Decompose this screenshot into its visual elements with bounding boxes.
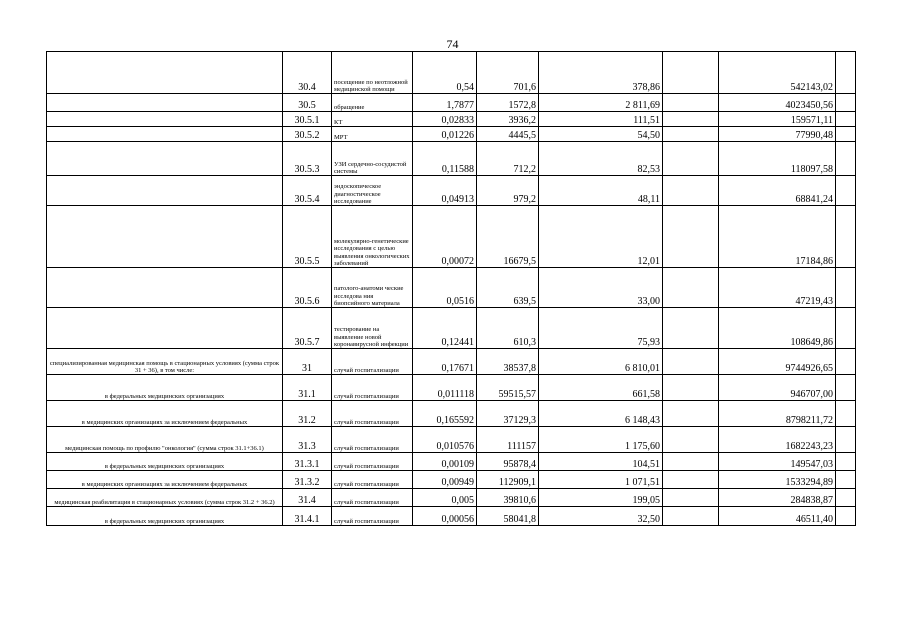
row-code-cell: 30.5.4 (283, 176, 332, 206)
norm-value-cell: 0,0516 (413, 268, 477, 308)
table-row (47, 453, 856, 471)
row-code-cell: 31.3 (283, 427, 332, 453)
per-capita-cell: 82,53 (539, 142, 663, 176)
empty-cell (836, 112, 856, 127)
empty-cell (663, 142, 719, 176)
table-row (47, 142, 856, 176)
row-description-cell: в федеральных медицинских организациях (47, 453, 283, 471)
norm-value-cell: 0,005 (413, 489, 477, 507)
table-row (47, 176, 856, 206)
total-value-cell: 8798211,72 (719, 401, 836, 427)
unit-of-measure-cell: случай госпитализации (332, 507, 413, 526)
unit-cost-cell: 712,2 (477, 142, 539, 176)
empty-cell (836, 489, 856, 507)
empty-cell (663, 471, 719, 489)
unit-of-measure-cell: КТ (332, 112, 413, 127)
row-code-cell: 31.3.2 (283, 471, 332, 489)
norm-value-cell: 0,54 (413, 52, 477, 94)
empty-cell (663, 112, 719, 127)
unit-of-measure-cell: МРТ (332, 127, 413, 142)
per-capita-cell: 1 071,51 (539, 471, 663, 489)
row-code-cell: 30.5 (283, 94, 332, 112)
empty-cell (663, 268, 719, 308)
empty-cell (663, 375, 719, 401)
unit-cost-cell: 1572,8 (477, 94, 539, 112)
page-number: 74 (446, 37, 459, 51)
per-capita-cell: 6 810,01 (539, 349, 663, 375)
empty-cell (836, 52, 856, 94)
unit-of-measure-cell: случай госпитализации (332, 471, 413, 489)
unit-cost-cell: 59515,57 (477, 375, 539, 401)
per-capita-cell: 75,93 (539, 308, 663, 349)
unit-of-measure-cell: случай госпитализации (332, 375, 413, 401)
per-capita-cell: 32,50 (539, 507, 663, 526)
empty-cell (663, 94, 719, 112)
row-description-cell (47, 206, 283, 268)
row-code-cell: 30.4 (283, 52, 332, 94)
per-capita-cell: 661,58 (539, 375, 663, 401)
per-capita-cell: 111,51 (539, 112, 663, 127)
empty-cell (836, 375, 856, 401)
row-description-cell (47, 112, 283, 127)
empty-cell (663, 176, 719, 206)
per-capita-cell: 199,05 (539, 489, 663, 507)
unit-of-measure-cell: молекулярно-генетические исследования с целью выявления онкологических заболеваний (332, 206, 413, 268)
unit-cost-cell: 610,3 (477, 308, 539, 349)
unit-cost-cell: 37129,3 (477, 401, 539, 427)
empty-cell (663, 127, 719, 142)
total-value-cell: 68841,24 (719, 176, 836, 206)
unit-of-measure-cell: УЗИ сердечно-сосудистой системы (332, 142, 413, 176)
per-capita-cell: 1 175,60 (539, 427, 663, 453)
empty-cell (836, 349, 856, 375)
norm-value-cell: 0,12441 (413, 308, 477, 349)
row-description-cell: в федеральных медицинских организациях (47, 375, 283, 401)
table-row (47, 112, 856, 127)
row-code-cell: 30.5.1 (283, 112, 332, 127)
unit-cost-cell: 111157 (477, 427, 539, 453)
unit-of-measure-cell: посещение по неотложной медицинской помощи (332, 52, 413, 94)
row-code-cell: 30.5.2 (283, 127, 332, 142)
table-row (47, 127, 856, 142)
empty-cell (663, 401, 719, 427)
per-capita-cell: 12,01 (539, 206, 663, 268)
row-description-cell (47, 142, 283, 176)
norm-value-cell: 0,00056 (413, 507, 477, 526)
row-code-cell: 31.4.1 (283, 507, 332, 526)
total-value-cell: 4023450,56 (719, 94, 836, 112)
table-body (47, 52, 856, 526)
row-code-cell: 31.4 (283, 489, 332, 507)
empty-cell (836, 453, 856, 471)
unit-cost-cell: 16679,5 (477, 206, 539, 268)
norm-value-cell: 1,7877 (413, 94, 477, 112)
norm-value-cell: 0,17671 (413, 349, 477, 375)
empty-cell (836, 94, 856, 112)
unit-of-measure-cell: эндоскопическое диагностическое исследование (332, 176, 413, 206)
unit-cost-cell: 58041,8 (477, 507, 539, 526)
unit-of-measure-cell: случай госпитализации (332, 453, 413, 471)
unit-cost-cell: 639,5 (477, 268, 539, 308)
table-row (47, 206, 856, 268)
unit-of-measure-cell: обращение (332, 94, 413, 112)
total-value-cell: 149547,03 (719, 453, 836, 471)
row-description-cell: в федеральных медицинских организациях (47, 507, 283, 526)
row-code-cell: 30.5.3 (283, 142, 332, 176)
norm-value-cell: 0,04913 (413, 176, 477, 206)
table-row (47, 308, 856, 349)
row-code-cell: 31.3.1 (283, 453, 332, 471)
norm-value-cell: 0,00949 (413, 471, 477, 489)
row-code-cell: 30.5.5 (283, 206, 332, 268)
empty-cell (836, 401, 856, 427)
per-capita-cell: 54,50 (539, 127, 663, 142)
row-description-cell: в медицинских организациях за исключением федеральных (47, 401, 283, 427)
total-value-cell: 1533294,89 (719, 471, 836, 489)
empty-cell (663, 489, 719, 507)
row-description-cell: медицинская реабилитация в стационарных условиях (сумма строк 31.2 + 36.2) (47, 489, 283, 507)
per-capita-cell: 2 811,69 (539, 94, 663, 112)
empty-cell (663, 427, 719, 453)
row-code-cell: 31 (283, 349, 332, 375)
row-description-cell (47, 52, 283, 94)
per-capita-cell: 6 148,43 (539, 401, 663, 427)
table-row (47, 471, 856, 489)
total-value-cell: 46511,40 (719, 507, 836, 526)
unit-cost-cell: 38537,8 (477, 349, 539, 375)
total-value-cell: 47219,43 (719, 268, 836, 308)
total-value-cell: 118097,58 (719, 142, 836, 176)
unit-of-measure-cell: случай госпитализации (332, 427, 413, 453)
row-description-cell (47, 127, 283, 142)
norm-value-cell: 0,01226 (413, 127, 477, 142)
empty-cell (663, 453, 719, 471)
table-row (47, 94, 856, 112)
empty-cell (836, 127, 856, 142)
per-capita-cell: 48,11 (539, 176, 663, 206)
table-row (47, 52, 856, 94)
table-row (47, 349, 856, 375)
table-row (47, 375, 856, 401)
empty-cell (836, 142, 856, 176)
total-value-cell: 284838,87 (719, 489, 836, 507)
total-value-cell: 17184,86 (719, 206, 836, 268)
row-description-cell (47, 268, 283, 308)
per-capita-cell: 378,86 (539, 52, 663, 94)
row-code-cell: 30.5.7 (283, 308, 332, 349)
empty-cell (836, 176, 856, 206)
norm-value-cell: 0,011118 (413, 375, 477, 401)
total-value-cell: 1682243,23 (719, 427, 836, 453)
norm-value-cell: 0,02833 (413, 112, 477, 127)
empty-cell (836, 268, 856, 308)
table-row (47, 268, 856, 308)
unit-of-measure-cell: случай госпитализации (332, 401, 413, 427)
row-description-cell: медицинская помощь по профилю "онкология" (сумма строк 31.1+36.1) (47, 427, 283, 453)
total-value-cell: 542143,02 (719, 52, 836, 94)
empty-cell (836, 507, 856, 526)
total-value-cell: 9744926,65 (719, 349, 836, 375)
norm-value-cell: 0,010576 (413, 427, 477, 453)
norm-value-cell: 0,00109 (413, 453, 477, 471)
unit-of-measure-cell: случай госпитализации (332, 489, 413, 507)
unit-of-measure-cell: патолого-анатоми ческие исследова ния биопсийного материала (332, 268, 413, 308)
norm-value-cell: 0,11588 (413, 142, 477, 176)
unit-of-measure-cell: случай госпитализации (332, 349, 413, 375)
row-code-cell: 30.5.6 (283, 268, 332, 308)
table-row (47, 507, 856, 526)
unit-cost-cell: 95878,4 (477, 453, 539, 471)
unit-cost-cell: 3936,2 (477, 112, 539, 127)
total-value-cell: 946707,00 (719, 375, 836, 401)
empty-cell (663, 206, 719, 268)
table-row (47, 427, 856, 453)
per-capita-cell: 33,00 (539, 268, 663, 308)
norm-value-cell: 0,165592 (413, 401, 477, 427)
row-description-cell: в медицинских организациях за исключением федеральных (47, 471, 283, 489)
empty-cell (836, 206, 856, 268)
row-description-cell: специализированная медицинская помощь в стационарных условиях (сумма строк 31 + 36), в том числе: (47, 349, 283, 375)
per-capita-cell: 104,51 (539, 453, 663, 471)
norm-value-cell: 0,00072 (413, 206, 477, 268)
unit-cost-cell: 701,6 (477, 52, 539, 94)
empty-cell (663, 52, 719, 94)
empty-cell (836, 471, 856, 489)
table-row (47, 489, 856, 507)
unit-cost-cell: 112909,1 (477, 471, 539, 489)
table-row (47, 401, 856, 427)
row-code-cell: 31.1 (283, 375, 332, 401)
unit-cost-cell: 4445,5 (477, 127, 539, 142)
empty-cell (663, 349, 719, 375)
unit-cost-cell: 39810,6 (477, 489, 539, 507)
data-table (46, 51, 856, 526)
row-description-cell (47, 94, 283, 112)
empty-cell (836, 308, 856, 349)
total-value-cell: 108649,86 (719, 308, 836, 349)
empty-cell (663, 308, 719, 349)
total-value-cell: 159571,11 (719, 112, 836, 127)
row-code-cell: 31.2 (283, 401, 332, 427)
empty-cell (836, 427, 856, 453)
empty-cell (663, 507, 719, 526)
total-value-cell: 77990,48 (719, 127, 836, 142)
unit-cost-cell: 979,2 (477, 176, 539, 206)
unit-of-measure-cell: тестирование на выявление новой коронавирусной инфекции (332, 308, 413, 349)
row-description-cell (47, 308, 283, 349)
row-description-cell (47, 176, 283, 206)
